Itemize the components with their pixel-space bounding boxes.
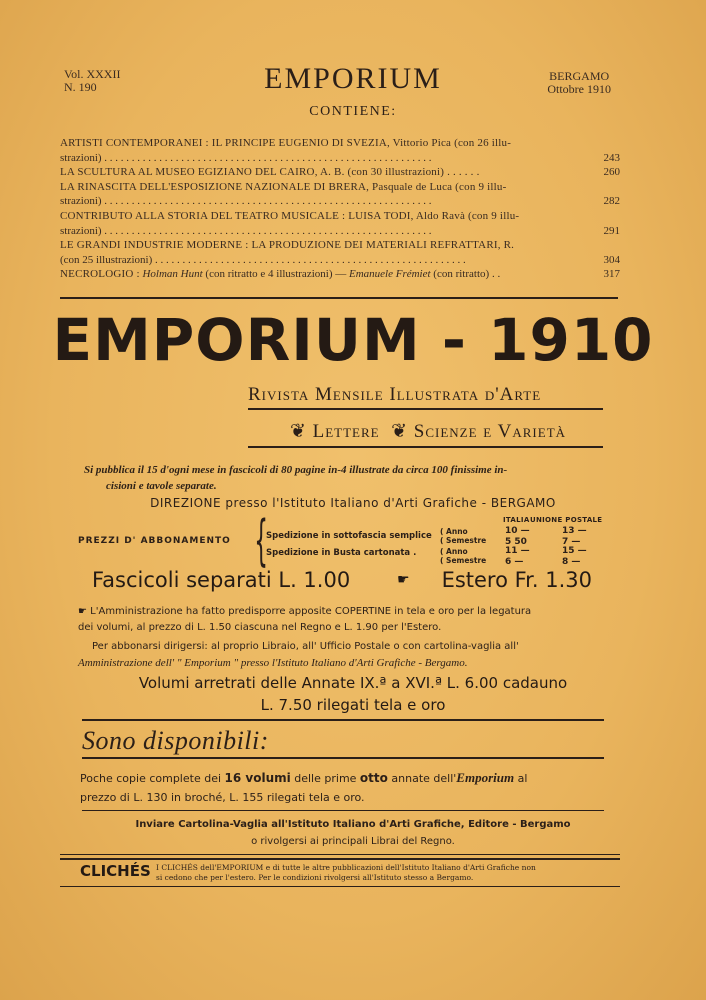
toc-entry-line2: strazioni) . . . . . . . . . . . . . . . . . . . . . . . . . . . . . . . . . . . . . . . . . . . . . . . . . . . . . . . . . . . . <box>60 151 432 164</box>
toc-entry-title-cont: strazioni) <box>60 224 102 237</box>
period-semestre-label: Semestre <box>446 536 487 545</box>
divider-rule <box>60 858 620 860</box>
ornament-icon: ❦ <box>289 421 307 442</box>
period-row-1 <box>440 527 486 545</box>
toc-necrologio <box>60 267 620 282</box>
poche-c: delle prime <box>294 772 357 785</box>
toc-entry-cont <box>60 151 620 166</box>
volume-number: Vol. XXXII <box>64 67 121 81</box>
cliches-line-2: si cedono che per l'estero. Per le condizioni rivolgersi all'Istituto stesso a Bergamo. <box>156 873 474 882</box>
price-value: 5 50 <box>505 537 527 547</box>
price-value: 7 — <box>562 537 581 547</box>
abbonarsi-line-1: Per abbonarsi dirigersi: al proprio Libraio, all' Ufficio Postale o con cartolina-vaglia all' <box>92 641 519 652</box>
divider-rule <box>60 854 620 855</box>
necrologio-end: (con ritratto) <box>433 268 490 281</box>
necrologio-name-1: Holman Hunt <box>142 268 203 281</box>
toc-entry-cont <box>60 253 620 268</box>
necrologio-mid: (con ritratto e 4 illustrazioni) — <box>205 268 347 281</box>
poche-b: 16 volumi <box>224 771 291 785</box>
prezzi-label: PREZZI D' ABBONAMENTO <box>78 536 231 546</box>
price-value: 10 — <box>505 526 530 536</box>
poche-e: annate dell' <box>391 772 457 785</box>
place-date <box>547 70 611 96</box>
poche-line-1 <box>80 768 620 788</box>
period-anno: ( Anno <box>440 527 468 536</box>
toc-entry <box>60 180 620 195</box>
period-anno: ( Anno <box>440 547 468 556</box>
poche-line-2: prezzo di L. 130 in broché, L. 155 rilegati tela e oro. <box>80 791 365 804</box>
col-unione: UNIONE POSTALE <box>530 516 603 524</box>
price-row-2-label: Spedizione in Busta cartonata . <box>266 548 417 558</box>
volumi-arretrati <box>0 672 706 716</box>
toc-entry <box>60 209 620 224</box>
necrologio-label: NECROLOGIO : <box>60 268 140 281</box>
volumi-line-1: Volumi arretrati delle Annate IX.ª a XVI.ª L. 6.00 cadauno <box>138 674 568 692</box>
toc-entry-title: LA RINASCITA DELL'ESPOSIZIONE NAZIONALE DI BRERA, Pasquale de Luca (con 9 illu- <box>60 180 507 193</box>
divider-rule <box>60 886 620 887</box>
amministrazione-text <box>78 604 606 672</box>
table-of-contents <box>60 136 620 282</box>
amm-line-1 <box>78 604 606 620</box>
fascicoli-price: Fascicoli separati L. 1.00 <box>92 568 351 592</box>
divider-rule <box>82 719 604 721</box>
ad-title: EMPORIUM - 1910 <box>52 306 654 374</box>
hand-pointer-icon: ☛ <box>78 606 87 617</box>
price-unione-2 <box>562 546 587 568</box>
issue-date: Ottobre 1910 <box>547 82 611 96</box>
subtitle-lettere: Lettere <box>312 421 380 442</box>
sono-disponibili-heading: Sono disponibili: <box>82 726 269 755</box>
contents-heading: CONTIENE: <box>309 104 397 119</box>
toc-entry-line: LA SCULTURA AL MUSEO EGIZIANO DEL CAIRO, A. B. (con 30 illustrazioni) . . . . . . <box>60 166 480 179</box>
volumi-line-2: L. 7.50 rilegati tela e oro <box>260 696 446 714</box>
toc-entry-title-cont: strazioni) <box>60 195 102 208</box>
cliches-line-1: I CLICHÉS dell'EMPORIUM e di tutte le altre pubblicazioni dell'Istituto Italiano d'Arti Grafiche non <box>156 863 536 872</box>
price-italia-1 <box>505 526 530 548</box>
publication-line-2: cisioni e tavole separate. <box>106 480 217 492</box>
direzione-line: DIREZIONE presso l'Istituto Italiano d'Arti Grafiche - BERGAMO <box>150 496 556 510</box>
toc-entry-line2: (con 25 illustrazioni) . . . . . . . . . . . . . . . . . . . . . . . . . . . . . . . . . . . . . . . . . . . . . . . . . . . . . . . . . <box>60 253 466 266</box>
price-value: 8 — <box>562 557 581 567</box>
period-semestre: ( Semestre <box>440 556 487 565</box>
poche-a: Poche copie complete dei <box>80 772 222 785</box>
price-value: 13 — <box>562 526 587 536</box>
poche-g: al <box>517 772 528 785</box>
poche-copie-text <box>80 768 620 807</box>
period-semestre-label: Semestre <box>446 556 487 565</box>
period-anno-label: Anno <box>446 547 468 556</box>
publication-line-1: Si pubblica il 15 d'ogni mese in fascicoli di 80 pagine in-4 illustrate da circa 100 finissime in- <box>84 464 508 476</box>
divider-rule <box>60 297 618 299</box>
ad-subtitle-2 <box>248 420 608 443</box>
toc-entry-title: LA SCULTURA AL MUSEO EGIZIANO DEL CAIRO, A. B. (con 30 illustrazioni) <box>60 166 445 179</box>
toc-page: 291 <box>603 224 620 237</box>
toc-entry-title: CONTRIBUTO ALLA STORIA DEL TEATRO MUSICALE : LUISA TODI, Aldo Ravà (con 9 illu- <box>60 209 520 222</box>
abbonarsi-line-2: Amministrazione dell' " Emporium " presso l'Istituto Italiano d'Arti Grafiche - Bergamo. <box>78 657 468 669</box>
ornament-icon: ❦ <box>391 421 409 442</box>
toc-entry-title-cont: strazioni) <box>60 151 102 164</box>
toc-page: 243 <box>603 151 620 164</box>
toc-page: 317 <box>603 268 620 281</box>
amm-text-2: dei volumi, al prezzo di L. 1.50 ciascuna nel Regno e L. 1.90 per l'Estero. <box>78 622 442 633</box>
toc-entry <box>60 238 620 253</box>
estero-price: Estero Fr. 1.30 <box>441 568 592 592</box>
hand-pointer-icon: ☛ <box>397 572 410 588</box>
issue-number: N. 190 <box>64 80 97 94</box>
necrologio-name-2: Emanuele Frémiet <box>348 268 431 281</box>
period-anno-label: Anno <box>446 527 468 536</box>
poche-f: Emporium <box>456 770 515 785</box>
subtitle-rule <box>248 408 603 410</box>
toc-entry <box>60 165 620 180</box>
subtitle-scienze: Scienze e Varietà <box>413 421 567 442</box>
toc-entry-title-cont: (con 25 illustrazioni) <box>60 253 153 266</box>
toc-page: 304 <box>603 253 620 266</box>
ad-subtitle: Rivista Mensile Illustrata d'Arte <box>248 384 542 405</box>
price-value: 6 — <box>505 557 524 567</box>
price-value: 15 — <box>562 546 587 556</box>
price-unione-1 <box>562 526 587 548</box>
rivolgersi-line: o rivolgersi ai principali Librai del Regno. <box>251 836 455 847</box>
amm-text-1: L'Amministrazione ha fatto predisporre apposite COPERTINE in tela e oro per la legatura <box>90 606 532 617</box>
toc-entry-title: ARTISTI CONTEMPORANEI : IL PRINCIPE EUGENIO DI SVEZIA, Vittorio Pica (con 26 illu- <box>60 137 512 149</box>
poche-d: otto <box>359 771 388 785</box>
inviare-line: Inviare Cartolina-Vaglia all'Istituto Italiano d'Arti Grafiche, Editore - Bergamo <box>135 819 571 830</box>
period-row-2 <box>440 547 486 565</box>
fascicoli-line <box>92 568 592 592</box>
brace-icon: { <box>254 509 269 572</box>
toc-entry-line2: strazioni) . . . . . . . . . . . . . . . . . . . . . . . . . . . . . . . . . . . . . . . . . . . . . . . . . . . . . . . . . . . . <box>60 195 432 208</box>
cliches-text <box>156 863 626 883</box>
city: BERGAMO <box>549 69 610 83</box>
subtitle-rule-2 <box>248 446 603 448</box>
sono-rule <box>82 757 604 759</box>
price-italia-2 <box>505 546 530 568</box>
price-row-1-label: Spedizione in sottofascia semplice <box>266 531 432 541</box>
divider-rule <box>82 810 604 811</box>
toc-entry-cont <box>60 194 620 209</box>
toc-entry <box>60 136 620 151</box>
toc-page: 260 <box>603 166 620 179</box>
period-semestre: ( Semestre <box>440 536 487 545</box>
publication-info <box>84 462 624 494</box>
masthead-title: EMPORIUM <box>264 62 442 95</box>
necrologio-line: NECROLOGIO : Holman Hunt (con ritratto e 4 illustrazioni) — Emanuele Frémiet (con ritratto) . . <box>60 268 501 281</box>
toc-entry-title: LE GRANDI INDUSTRIE MODERNE : LA PRODUZIONE DEI MATERIALI REFRATTARI, R. <box>60 239 515 252</box>
inviare-text <box>0 816 706 850</box>
col-italia: ITALIA <box>503 516 530 524</box>
toc-page: 282 <box>603 195 620 208</box>
price-value: 11 — <box>505 546 530 556</box>
toc-entry-line2: strazioni) . . . . . . . . . . . . . . . . . . . . . . . . . . . . . . . . . . . . . . . . . . . . . . . . . . . . . . . . . . . . <box>60 224 432 237</box>
cliches-label: CLICHÉS <box>80 862 151 880</box>
toc-entry-cont <box>60 224 620 239</box>
